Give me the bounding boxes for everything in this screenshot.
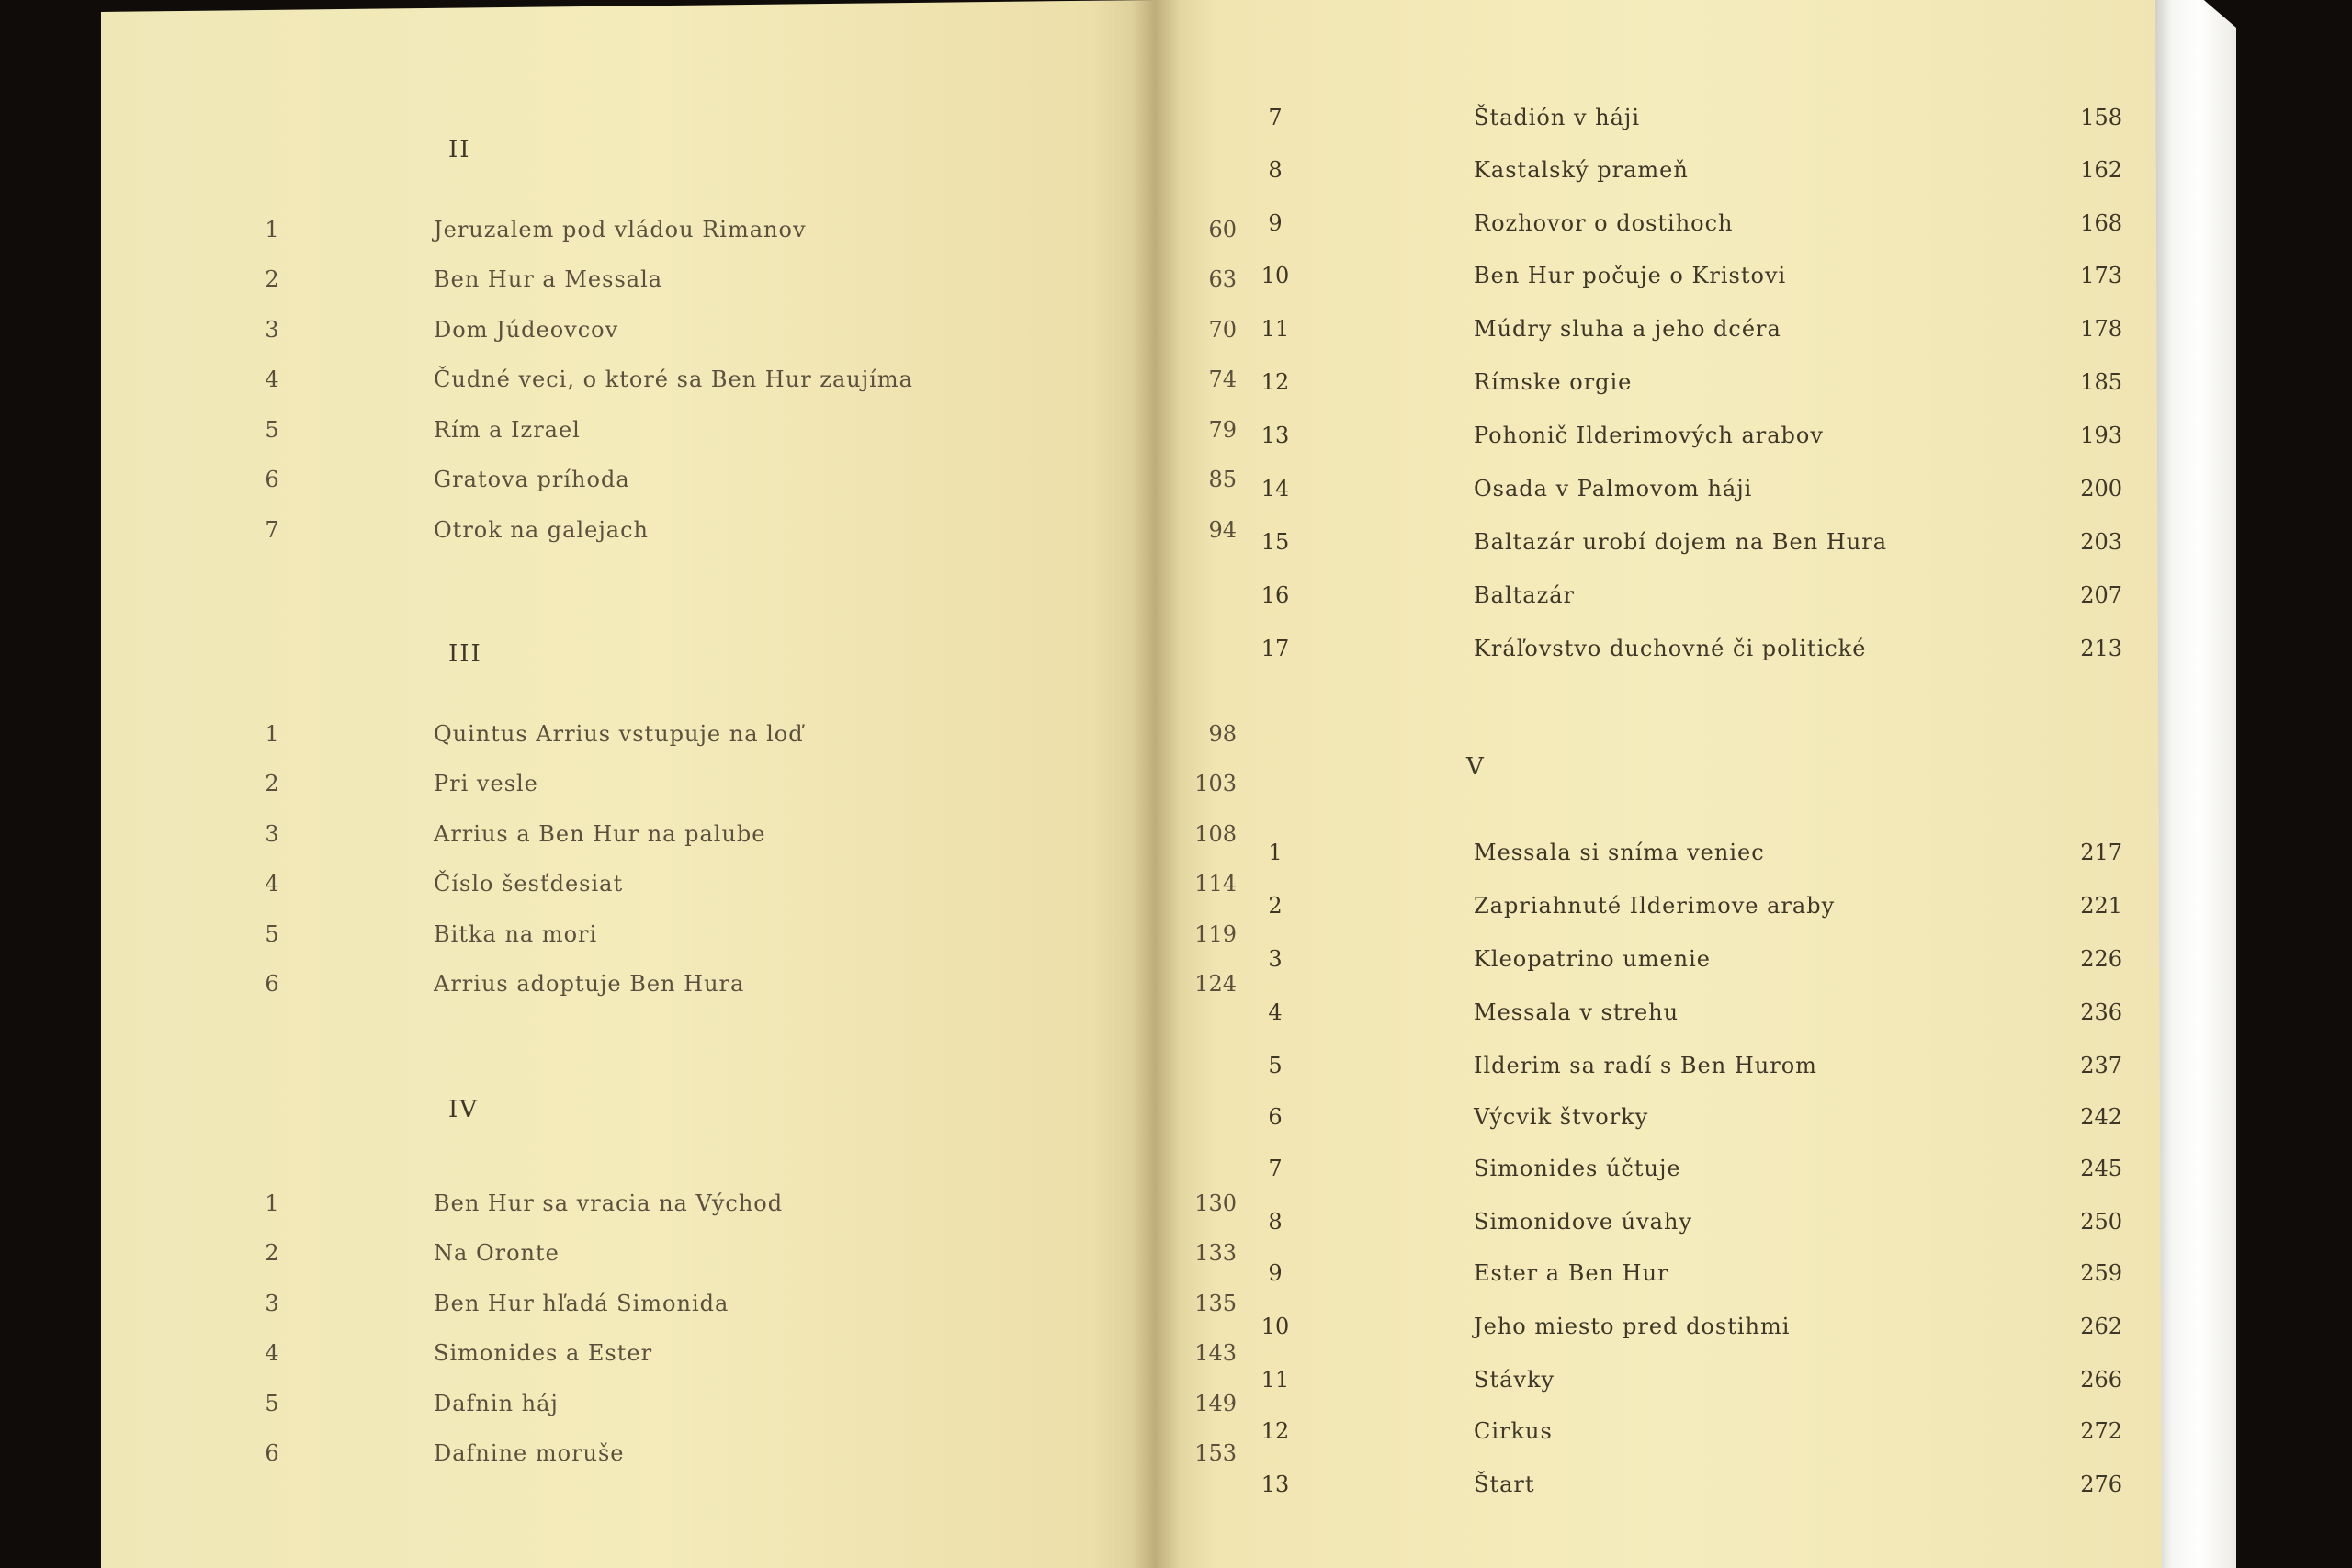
chapter-title: Bitka na mori xyxy=(434,921,598,947)
part-title: IV xyxy=(448,1096,480,1123)
page-number: 79 xyxy=(1208,417,1237,443)
chapter-title: Stávky xyxy=(1474,1367,1555,1393)
part-title: II xyxy=(448,136,471,164)
chapter-number: 10 xyxy=(1261,1314,1290,1339)
chapter-number: 2 xyxy=(1268,893,1283,919)
toc-entry xyxy=(1257,1104,2267,1135)
chapter-title: Výcvik štvorky xyxy=(1474,1104,1649,1130)
toc-entry xyxy=(1257,1053,2267,1084)
page-number: 114 xyxy=(1194,871,1237,897)
page-number: 213 xyxy=(2080,636,2122,661)
chapter-number: 2 xyxy=(265,266,279,292)
toc-entry xyxy=(1257,423,2267,454)
chapter-title: Gratova príhoda xyxy=(434,467,630,492)
page-number: 60 xyxy=(1208,217,1237,243)
page-number: 272 xyxy=(2080,1418,2122,1444)
page-number: 200 xyxy=(2080,476,2122,502)
page-number: 262 xyxy=(2080,1314,2122,1339)
chapter-title: Kráľovstvo duchovné či politické xyxy=(1474,636,1867,661)
chapter-number: 3 xyxy=(265,317,279,343)
chapter-number: 7 xyxy=(1268,1156,1283,1181)
page-number: 242 xyxy=(2080,1104,2122,1130)
page-number: 98 xyxy=(1208,721,1237,747)
part-title: III xyxy=(448,640,482,668)
chapter-title: Kastalský prameň xyxy=(1474,157,1689,183)
page-number: 173 xyxy=(2080,263,2122,288)
chapter-number: 5 xyxy=(265,1391,279,1416)
chapter-title: Ben Hur sa vracia na Východ xyxy=(434,1190,784,1216)
toc-entry xyxy=(1257,1209,2267,1240)
chapter-title: Štart xyxy=(1474,1472,1535,1497)
page-number: 158 xyxy=(2080,105,2122,130)
toc-entry xyxy=(1257,1314,2267,1345)
chapter-number: 3 xyxy=(265,821,279,847)
chapter-title: Arrius adoptuje Ben Hura xyxy=(434,971,745,997)
toc-entry xyxy=(254,367,1264,398)
chapter-title: Pohonič Ilderimových arabov xyxy=(1474,423,1824,448)
chapter-title: Pri vesle xyxy=(434,771,538,796)
toc-entry xyxy=(254,821,1264,852)
chapter-title: Messala si sníma veniec xyxy=(1474,840,1765,865)
chapter-number: 1 xyxy=(265,1190,279,1216)
toc-entry xyxy=(254,1340,1264,1371)
page-number: 266 xyxy=(2080,1367,2122,1393)
chapter-number: 10 xyxy=(1261,263,1290,288)
chapter-title: Ester a Ben Hur xyxy=(1474,1260,1669,1286)
toc-entry xyxy=(1257,1156,2267,1187)
toc-entry xyxy=(254,721,1264,752)
chapter-title: Arrius a Ben Hur na palube xyxy=(434,821,766,847)
chapter-title: Múdry sluha a jeho dcéra xyxy=(1474,316,1781,342)
chapter-title: Osada v Palmovom háji xyxy=(1474,476,1753,502)
chapter-number: 4 xyxy=(1268,999,1283,1025)
chapter-number: 8 xyxy=(1268,157,1283,183)
toc-entry xyxy=(1257,582,2267,614)
chapter-number: 7 xyxy=(265,517,279,543)
toc-entry xyxy=(1257,316,2267,347)
toc-entry xyxy=(254,517,1264,548)
chapter-number: 14 xyxy=(1261,476,1290,502)
chapter-title: Otrok na galejach xyxy=(434,517,650,543)
chapter-number: 4 xyxy=(265,871,279,897)
chapter-number: 1 xyxy=(265,721,279,747)
chapter-title: Ilderim sa radí s Ben Hurom xyxy=(1474,1053,1817,1078)
page-number: 124 xyxy=(1194,971,1237,997)
chapter-number: 15 xyxy=(1261,529,1290,555)
toc-entry xyxy=(254,771,1264,802)
page-number: 130 xyxy=(1194,1190,1237,1216)
chapter-title: Dom Júdeovcov xyxy=(434,317,619,343)
chapter-number: 5 xyxy=(265,921,279,947)
page-number: 70 xyxy=(1208,317,1237,343)
chapter-title: Číslo šesťdesiat xyxy=(434,871,624,897)
toc-entry xyxy=(1257,946,2267,977)
chapter-number: 17 xyxy=(1261,636,1290,661)
chapter-number: 8 xyxy=(1268,1209,1283,1235)
chapter-number: 12 xyxy=(1261,369,1290,395)
chapter-number: 7 xyxy=(1268,105,1283,130)
toc-entry xyxy=(1257,840,2267,871)
chapter-number: 9 xyxy=(1268,210,1283,236)
chapter-number: 4 xyxy=(265,367,279,392)
page-number: 245 xyxy=(2080,1156,2122,1181)
toc-entry xyxy=(1257,263,2267,294)
chapter-number: 11 xyxy=(1261,1367,1290,1393)
page-number: 103 xyxy=(1194,771,1237,796)
toc-entry xyxy=(254,317,1264,348)
page-number: 226 xyxy=(2080,946,2122,972)
page-number: 63 xyxy=(1208,266,1237,292)
toc-entry xyxy=(1257,999,2267,1031)
chapter-number: 16 xyxy=(1261,582,1290,608)
chapter-title: Zapriahnuté Ilderimove araby xyxy=(1474,893,1836,919)
page-number: 168 xyxy=(2080,210,2122,236)
toc-entry xyxy=(254,1440,1264,1472)
page-number: 237 xyxy=(2080,1053,2122,1078)
chapter-title: Jeruzalem pod vládou Rimanov xyxy=(434,217,807,243)
page-number: 276 xyxy=(2080,1472,2122,1497)
page-number: 119 xyxy=(1194,921,1237,947)
chapter-number: 9 xyxy=(1268,1260,1283,1286)
chapter-title: Cirkus xyxy=(1474,1418,1553,1444)
chapter-title: Simonidove úvahy xyxy=(1474,1209,1692,1235)
part-title: V xyxy=(1466,753,1486,781)
page-number: 94 xyxy=(1208,517,1237,543)
toc-entry xyxy=(254,217,1264,248)
toc-entry xyxy=(1257,157,2267,188)
toc-entry xyxy=(254,266,1264,298)
chapter-number: 5 xyxy=(1268,1053,1283,1078)
page-number: 143 xyxy=(1194,1340,1237,1366)
chapter-number: 4 xyxy=(265,1340,279,1366)
page-number: 217 xyxy=(2080,840,2122,865)
page-number: 153 xyxy=(1194,1440,1237,1466)
page-number: 207 xyxy=(2080,582,2122,608)
chapter-title: Baltazár urobí dojem na Ben Hura xyxy=(1474,529,1888,555)
chapter-title: Na Oronte xyxy=(434,1240,560,1266)
page-number: 149 xyxy=(1194,1391,1237,1416)
chapter-title: Rozhovor o dostihoch xyxy=(1474,210,1734,236)
chapter-number: 1 xyxy=(265,217,279,243)
toc-entry xyxy=(1257,893,2267,924)
toc-entry xyxy=(1257,476,2267,507)
page-number: 133 xyxy=(1194,1240,1237,1266)
chapter-number: 13 xyxy=(1261,423,1290,448)
toc-entry xyxy=(1257,1260,2267,1292)
page-number: 135 xyxy=(1194,1291,1237,1316)
toc-entry xyxy=(1257,210,2267,242)
chapter-title: Ben Hur hľadá Simonida xyxy=(434,1291,729,1316)
chapter-title: Simonides a Ester xyxy=(434,1340,653,1366)
chapter-number: 1 xyxy=(1268,840,1283,865)
chapter-number: 6 xyxy=(1268,1104,1283,1130)
page-number: 108 xyxy=(1194,821,1237,847)
toc-entry xyxy=(254,1240,1264,1271)
page-number: 236 xyxy=(2080,999,2122,1025)
toc-entry xyxy=(254,871,1264,902)
toc-entry xyxy=(1257,1472,2267,1503)
chapter-title: Rímske orgie xyxy=(1474,369,1633,395)
chapter-number: 2 xyxy=(265,1240,279,1266)
chapter-number: 6 xyxy=(265,1440,279,1466)
chapter-title: Dafnine moruše xyxy=(434,1440,625,1466)
page-number: 193 xyxy=(2080,423,2122,448)
toc-entry xyxy=(1257,105,2267,136)
toc-entry xyxy=(254,1190,1264,1222)
page-number: 221 xyxy=(2080,893,2122,919)
toc-entry xyxy=(1257,1367,2267,1398)
toc-entry xyxy=(254,467,1264,498)
chapter-number: 2 xyxy=(265,771,279,796)
page-number: 162 xyxy=(2080,157,2122,183)
chapter-title: Kleopatrino umenie xyxy=(1474,946,1712,972)
chapter-title: Baltazár xyxy=(1474,582,1575,608)
chapter-title: Quintus Arrius vstupuje na loď xyxy=(434,721,804,747)
chapter-title: Simonides účtuje xyxy=(1474,1156,1681,1181)
toc-entry xyxy=(1257,1418,2267,1450)
chapter-title: Štadión v háji xyxy=(1474,105,1641,130)
toc-entry xyxy=(1257,369,2267,400)
chapter-title: Čudné veci, o ktoré sa Ben Hur zaujíma xyxy=(434,367,913,392)
chapter-title: Messala v strehu xyxy=(1474,999,1679,1025)
page-number: 203 xyxy=(2080,529,2122,555)
page-number: 74 xyxy=(1208,367,1237,392)
chapter-number: 12 xyxy=(1261,1418,1290,1444)
page-number: 259 xyxy=(2080,1260,2122,1286)
page-number: 178 xyxy=(2080,316,2122,342)
chapter-number: 11 xyxy=(1261,316,1290,342)
toc-entry xyxy=(254,1391,1264,1422)
chapter-number: 3 xyxy=(265,1291,279,1316)
toc-entry xyxy=(254,971,1264,1002)
chapter-title: Ben Hur počuje o Kristovi xyxy=(1474,263,1787,288)
toc-entry xyxy=(1257,529,2267,560)
chapter-number: 6 xyxy=(265,467,279,492)
chapter-number: 13 xyxy=(1261,1472,1290,1497)
toc-entry xyxy=(254,921,1264,953)
chapter-title: Dafnin háj xyxy=(434,1391,559,1416)
chapter-title: Rím a Izrael xyxy=(434,417,581,443)
chapter-number: 6 xyxy=(265,971,279,997)
toc-entry xyxy=(254,1291,1264,1322)
chapter-number: 5 xyxy=(265,417,279,443)
toc-entry xyxy=(1257,636,2267,667)
page-number: 185 xyxy=(2080,369,2122,395)
page-number: 85 xyxy=(1208,467,1237,492)
page-number: 250 xyxy=(2080,1209,2122,1235)
chapter-title: Ben Hur a Messala xyxy=(434,266,663,292)
chapter-number: 3 xyxy=(1268,946,1283,972)
chapter-title: Jeho miesto pred dostihmi xyxy=(1474,1314,1791,1339)
toc-entry xyxy=(254,417,1264,448)
